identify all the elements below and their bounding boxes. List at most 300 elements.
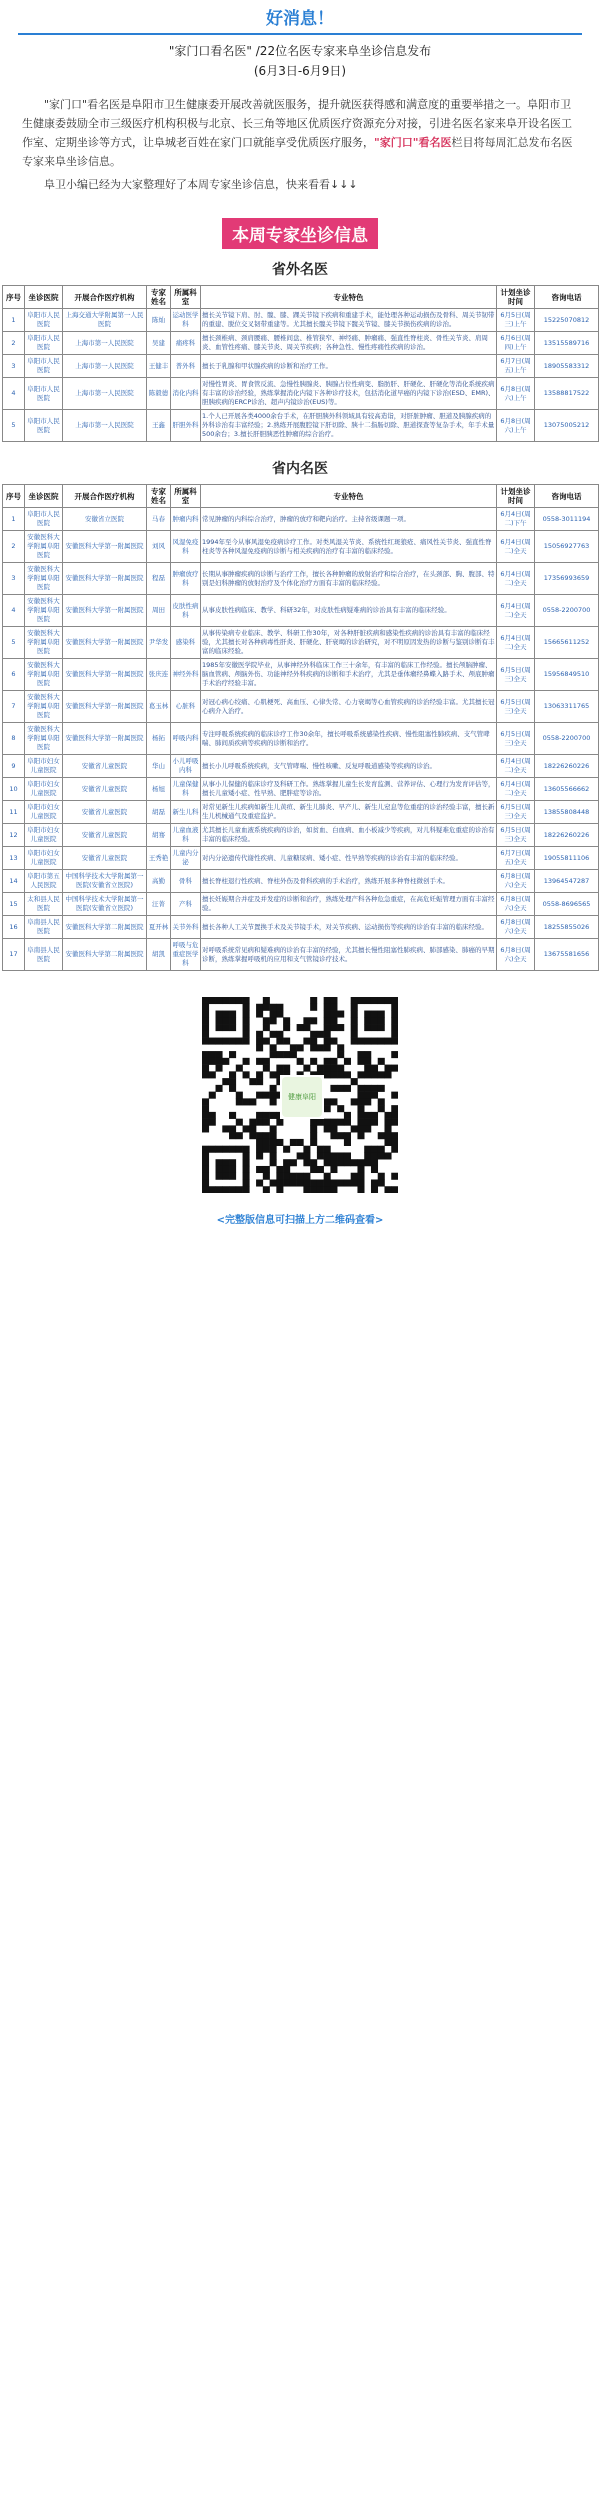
qr-module xyxy=(391,1173,398,1180)
row-number: 14 xyxy=(3,870,25,893)
qr-module xyxy=(391,1105,398,1112)
qr-module xyxy=(324,1071,331,1078)
qr-module xyxy=(357,1058,364,1065)
qr-module xyxy=(310,1132,317,1139)
hospital: 阜阳市人民医院 xyxy=(25,332,63,355)
qr-module xyxy=(330,1159,337,1166)
qr-module xyxy=(371,1092,378,1099)
doctor-name: 尹华发 xyxy=(147,627,171,659)
qr-module xyxy=(378,1058,385,1065)
schedule-time: 6月5日(周三)全天 xyxy=(497,659,535,691)
qr-module xyxy=(357,1179,364,1186)
qr-module xyxy=(317,1146,324,1153)
phone-number[interactable]: 18226260226 xyxy=(535,755,599,778)
row-number: 3 xyxy=(3,355,25,378)
qr-module xyxy=(202,1159,209,1166)
qr-module xyxy=(290,1179,297,1186)
qr-module xyxy=(344,1139,351,1146)
qr-module xyxy=(243,1058,250,1065)
qr-module xyxy=(236,1098,243,1105)
qr-module xyxy=(317,1179,324,1186)
department: 儿童血液科 xyxy=(171,824,201,847)
header-divider xyxy=(18,33,582,35)
intro-paragraph-2: 阜卫小编已经为大家整理好了本周专家坐诊信息，快来看看↓↓↓ xyxy=(44,178,358,191)
qr-module xyxy=(364,1112,371,1119)
qr-module xyxy=(337,1105,344,1112)
qr-module xyxy=(270,1152,277,1159)
qr-module xyxy=(344,1058,351,1065)
department: 神经外科 xyxy=(171,659,201,691)
qr-module xyxy=(351,1173,358,1180)
qr-module xyxy=(283,1159,290,1166)
partner-institution: 安徽医科大学第二附属医院 xyxy=(63,916,147,939)
qr-module xyxy=(256,1078,263,1085)
qr-module xyxy=(371,1179,378,1186)
qr-module xyxy=(297,1152,304,1159)
qr-module xyxy=(202,1071,209,1078)
hospital: 阜南县人民医院 xyxy=(25,916,63,939)
qr-module xyxy=(391,1024,398,1031)
doctor-name: 胡磊 xyxy=(147,801,171,824)
phone-number[interactable]: 17356993659 xyxy=(535,563,599,595)
outer-section-title: 省外名医 xyxy=(272,262,328,278)
qr-module xyxy=(297,1139,304,1146)
qr-module xyxy=(391,1132,398,1139)
qr-module xyxy=(236,1038,243,1045)
qr-module xyxy=(330,1132,337,1139)
schedule-time: 6月6日(周四)上午 xyxy=(497,332,535,355)
hospital: 安徽医科大学附属阜阳医院 xyxy=(25,563,63,595)
column-header: 专业特色 xyxy=(201,485,497,508)
phone-number[interactable]: 0558-8696565 xyxy=(535,893,599,916)
qr-module xyxy=(263,1092,270,1099)
qr-module xyxy=(263,1112,270,1119)
phone-number[interactable]: 15225070812 xyxy=(535,309,599,332)
qr-module xyxy=(270,1085,277,1092)
qr-module xyxy=(351,1038,358,1045)
qr-logo xyxy=(280,1075,324,1119)
qr-module xyxy=(202,1186,209,1193)
partner-institution: 安徽省儿童医院 xyxy=(63,847,147,870)
qr-module xyxy=(297,1179,304,1186)
qr-module xyxy=(357,1159,364,1166)
qr-module xyxy=(317,1031,324,1038)
table-row xyxy=(3,355,599,378)
partner-institution: 安徽医科大学第一附属医院 xyxy=(63,531,147,563)
doctor-name: 杨旭 xyxy=(147,778,171,801)
row-number: 8 xyxy=(3,723,25,755)
qr-module xyxy=(202,1179,209,1186)
qr-module xyxy=(371,1071,378,1078)
phone-number[interactable]: 18255855026 xyxy=(535,916,599,939)
qr-module xyxy=(229,1166,236,1173)
qr-module xyxy=(303,1152,310,1159)
qr-module xyxy=(216,1038,223,1045)
qr-module xyxy=(317,1044,324,1051)
qr-module xyxy=(371,1159,378,1166)
hospital: 安徽医科大学附属阜阳医院 xyxy=(25,659,63,691)
qr-module xyxy=(330,997,337,1004)
schedule-time: 6月7日(周五)全天 xyxy=(497,847,535,870)
column-header: 坐诊医院 xyxy=(25,485,63,508)
qr-module xyxy=(283,1173,290,1180)
qr-module xyxy=(378,1146,385,1153)
qr-module xyxy=(310,997,317,1004)
table-row xyxy=(3,870,599,893)
row-number: 2 xyxy=(3,531,25,563)
phone-number[interactable]: 0558-2200700 xyxy=(535,723,599,755)
qr-module xyxy=(337,1152,344,1159)
hospital: 阜阳市妇女儿童医院 xyxy=(25,824,63,847)
qr-module xyxy=(378,1105,385,1112)
phone-number[interactable]: 0558-3011194 xyxy=(535,508,599,531)
schedule-time: 6月5日(周三)全天 xyxy=(497,691,535,723)
qr-module xyxy=(364,1152,371,1159)
specialty: 常见肿瘤的内科综合治疗，肿瘤的放疗和靶向治疗。主持省级课题一项。 xyxy=(201,508,497,531)
intro-text-a: "家门口"看名医是阜阳市卫生健康委开展改善就医服务，提升就医获得感和满意度的重要举措之一。阜阳市卫生健康委鼓励全市三级医疗机构积极与北京、长三角等地区优质医疗资源充分对接，引进名医名家来阜开设名医工作室、定期坐诊等方式，让阜城老百姓在家门口就能享受优质医疗服务， xyxy=(22,98,572,149)
qr-module xyxy=(263,1139,270,1146)
table-row xyxy=(3,778,599,801)
qr-module xyxy=(270,1017,277,1024)
page-title xyxy=(0,41,600,81)
qr-module xyxy=(391,1065,398,1072)
qr-module xyxy=(243,997,250,1004)
qr-module xyxy=(303,1179,310,1186)
qr-module xyxy=(209,1058,216,1065)
qr-module xyxy=(303,1038,310,1045)
qr-module xyxy=(263,1132,270,1139)
qr-module xyxy=(229,1186,236,1193)
qr-module xyxy=(371,1146,378,1153)
qr-module xyxy=(317,1065,324,1072)
qr-module xyxy=(324,1125,331,1132)
qr-module xyxy=(317,1152,324,1159)
qr-module xyxy=(209,1119,216,1126)
qr-module xyxy=(371,1038,378,1045)
schedule-time: 6月4日(周二)下午 xyxy=(497,508,535,531)
qr-module xyxy=(357,1071,364,1078)
qr-module xyxy=(344,1071,351,1078)
qr-module xyxy=(310,1004,317,1011)
qr-module xyxy=(256,1146,263,1153)
qr-module xyxy=(371,1011,378,1018)
qr-module xyxy=(222,1125,229,1132)
partner-institution: 中国科学技术大学附属第一医院(安徽省立医院) xyxy=(63,870,147,893)
specialty: 擅长颈椎病、颈肩腰痛、腰椎间盘、椎管狭窄、神经痛、肿瘤痛、强直性脊柱炎、骨性关节炎、肩周炎、血管性疼痛、膝关节炎、周关节疾病；各种急性、慢性疼痛性疾病的诊治。 xyxy=(201,332,497,355)
phone-number[interactable]: 13515589716 xyxy=(535,332,599,355)
doctor-name: 胡凯 xyxy=(147,939,171,971)
qr-module xyxy=(236,997,243,1004)
doctor-name: 葛玉林 xyxy=(147,691,171,723)
qr-module xyxy=(249,1078,256,1085)
header xyxy=(0,0,600,81)
qr-module xyxy=(391,1112,398,1119)
qr-module xyxy=(263,1119,270,1126)
phone-number[interactable]: 19055811106 xyxy=(535,847,599,870)
hospital: 阜阳市妇女儿童医院 xyxy=(25,847,63,870)
qr-module xyxy=(209,1051,216,1058)
table-row xyxy=(3,939,599,971)
qr-module xyxy=(391,1139,398,1146)
row-number: 12 xyxy=(3,824,25,847)
phone-number[interactable]: 15956849510 xyxy=(535,659,599,691)
qr-module xyxy=(324,1159,331,1166)
qr-module xyxy=(270,1031,277,1038)
qr-module xyxy=(283,1065,290,1072)
qr-module xyxy=(263,1004,270,1011)
phone-number[interactable]: 18226260226 xyxy=(535,824,599,847)
qr-module xyxy=(364,1038,371,1045)
column-header: 专家姓名 xyxy=(147,485,171,508)
qr-module xyxy=(229,1051,236,1058)
qr-module xyxy=(310,1017,317,1024)
qr-module xyxy=(276,1186,283,1193)
qr-module xyxy=(357,1125,364,1132)
qr-module xyxy=(216,1173,223,1180)
qr-module xyxy=(337,1159,344,1166)
qr-module xyxy=(371,1112,378,1119)
doctor-name: 马春 xyxy=(147,508,171,531)
qr-module xyxy=(330,1065,337,1072)
qr-module xyxy=(209,1071,216,1078)
qr-module xyxy=(391,1038,398,1045)
partner-institution: 安徽医科大学第一附属医院 xyxy=(63,691,147,723)
qr-module xyxy=(330,1024,337,1031)
qr-module xyxy=(202,1166,209,1173)
week-banner-title: 本周专家坐诊信息 xyxy=(222,218,378,249)
qr-module xyxy=(216,1058,223,1065)
specialty: 擅长脊柱退行性疾病、脊柱外伤及骨科疾病的手术治疗，熟练开展多种脊柱微创手术。 xyxy=(201,870,497,893)
qr-module xyxy=(337,1024,344,1031)
qr-module xyxy=(202,1065,209,1072)
table-row xyxy=(3,659,599,691)
qr-module xyxy=(229,1132,236,1139)
qr-module xyxy=(310,1119,317,1126)
qr-module xyxy=(364,997,371,1004)
qr-module xyxy=(391,1017,398,1024)
qr-module xyxy=(344,1159,351,1166)
qr-code[interactable] xyxy=(202,997,398,1193)
qr-module xyxy=(364,1071,371,1078)
qr-module xyxy=(243,1173,250,1180)
schedule-time: 6月8日(周六)全天 xyxy=(497,893,535,916)
qr-module xyxy=(303,1017,310,1024)
qr-module xyxy=(256,1038,263,1045)
qr-module xyxy=(290,1159,297,1166)
qr-module xyxy=(256,1179,263,1186)
row-number: 4 xyxy=(3,595,25,627)
phone-number[interactable]: 13588817522 xyxy=(535,378,599,410)
qr-module xyxy=(324,1065,331,1072)
qr-module xyxy=(324,1105,331,1112)
qr-module xyxy=(256,1092,263,1099)
partner-institution: 安徽省儿童医院 xyxy=(63,755,147,778)
qr-module xyxy=(256,1044,263,1051)
phone-number[interactable]: 13675581656 xyxy=(535,939,599,971)
doctor-name: 陈毅德 xyxy=(147,378,171,410)
qr-module xyxy=(378,1152,385,1159)
table-row xyxy=(3,378,599,410)
qr-module xyxy=(364,1051,371,1058)
qr-module xyxy=(357,1166,364,1173)
qr-module xyxy=(222,1017,229,1024)
qr-module xyxy=(384,1125,391,1132)
phone-number[interactable]: 13063311765 xyxy=(535,691,599,723)
qr-module xyxy=(378,1038,385,1045)
qr-module xyxy=(202,1017,209,1024)
qr-module xyxy=(216,1085,223,1092)
qr-module xyxy=(357,1112,364,1119)
qr-module xyxy=(351,1078,358,1085)
schedule-time: 6月8日(周六)全天 xyxy=(497,870,535,893)
qr-module xyxy=(256,1071,263,1078)
qr-module xyxy=(344,1119,351,1126)
qr-module xyxy=(364,1058,371,1065)
table-row xyxy=(3,309,599,332)
phone-number[interactable]: 0558-2200700 xyxy=(535,595,599,627)
qr-module xyxy=(324,1044,331,1051)
specialty: 从事小儿保健的临床诊疗及科研工作。熟练掌握儿童生长发育监测、营养评估、心理行为发育评估等，擅长儿童矮小症、性早熟、肥胖症等诊治。 xyxy=(201,778,497,801)
row-number: 4 xyxy=(3,378,25,410)
partner-institution: 安徽医科大学第一附属医院 xyxy=(63,659,147,691)
department: 肝胆外科 xyxy=(171,410,201,442)
phone-number[interactable]: 13075005212 xyxy=(535,410,599,442)
outer-table-header xyxy=(3,286,599,309)
qr-module xyxy=(330,1004,337,1011)
phone-number[interactable]: 13855808448 xyxy=(535,801,599,824)
qr-module xyxy=(330,1058,337,1065)
good-news-title: 好消息！ xyxy=(266,9,334,29)
qr-module xyxy=(276,1166,283,1173)
schedule-time: 6月4日(周二)全天 xyxy=(497,778,535,801)
phone-number[interactable]: 15056927763 xyxy=(535,531,599,563)
qr-module xyxy=(364,1098,371,1105)
qr-module xyxy=(276,1031,283,1038)
qr-module xyxy=(384,1119,391,1126)
qr-module xyxy=(222,1159,229,1166)
qr-module xyxy=(324,1004,331,1011)
department: 感染科 xyxy=(171,627,201,659)
qr-module xyxy=(391,1011,398,1018)
qr-module xyxy=(337,1132,344,1139)
qr-module xyxy=(324,1011,331,1018)
row-number: 5 xyxy=(3,410,25,442)
specialty: 1.个人已开展各类4000余台手术，在肝胆胰外科领域具有较高造诣，对肝脏肿瘤、胆道及胰腺疾病的外科诊治有丰富经验；2.熟练开展腹腔镜下肝切除、胰十二指肠切除、胆道探查等复杂手术，年手术量500余台；3.擅长肝胆胰恶性肿瘤的综合治疗。 xyxy=(201,410,497,442)
qr-module xyxy=(222,1166,229,1173)
table-row xyxy=(3,916,599,939)
qr-module xyxy=(337,1011,344,1018)
qr-module xyxy=(378,1173,385,1180)
qr-module xyxy=(344,1085,351,1092)
qr-module xyxy=(378,1085,385,1092)
qr-module xyxy=(202,1105,209,1112)
qr-logo-text: 健康阜阳 xyxy=(282,1077,322,1117)
schedule-time: 6月4日(周二)全天 xyxy=(497,563,535,595)
specialty: 从事皮肤性病临床、教学、科研32年，对皮肤性病疑难病的诊治具有丰富的临床经验。 xyxy=(201,595,497,627)
hospital: 太和县人民医院 xyxy=(25,893,63,916)
qr-module xyxy=(270,1112,277,1119)
qr-module xyxy=(276,1011,283,1018)
schedule-time: 6月4日(周二)全天 xyxy=(497,531,535,563)
column-header: 坐诊医院 xyxy=(25,286,63,309)
qr-module xyxy=(202,1031,209,1038)
qr-module xyxy=(384,1071,391,1078)
phone-number[interactable]: 13605566662 xyxy=(535,778,599,801)
row-number: 1 xyxy=(3,309,25,332)
schedule-time: 6月5日(周三)全天 xyxy=(497,824,535,847)
partner-institution: 安徽省儿童医院 xyxy=(63,824,147,847)
row-number: 1 xyxy=(3,508,25,531)
hospital: 阜南县人民医院 xyxy=(25,939,63,971)
qr-module xyxy=(371,997,378,1004)
qr-module xyxy=(330,1098,337,1105)
qr-module xyxy=(229,1011,236,1018)
qr-module xyxy=(317,1166,324,1173)
qr-module xyxy=(371,1065,378,1072)
qr-module xyxy=(270,1179,277,1186)
qr-module xyxy=(357,1092,364,1099)
table-row xyxy=(3,723,599,755)
qr-module xyxy=(283,1017,290,1024)
qr-module xyxy=(249,1098,256,1105)
qr-module xyxy=(256,1058,263,1065)
qr-module xyxy=(202,1024,209,1031)
qr-module xyxy=(270,1004,277,1011)
qr-module xyxy=(310,1139,317,1146)
qr-module xyxy=(324,1173,331,1180)
qr-module xyxy=(283,1051,290,1058)
qr-module xyxy=(202,1173,209,1180)
qr-module xyxy=(202,1011,209,1018)
qr-module xyxy=(243,1004,250,1011)
intro-text-b: 栏目将每周汇总发布名医专家来阜坐诊信息。 xyxy=(22,136,573,168)
specialty: 擅长小儿呼吸系统疾病，支气管哮喘、慢性咳嗽、反复呼吸道感染等疾病的诊治。 xyxy=(201,755,497,778)
doctor-name: 张庆连 xyxy=(147,659,171,691)
qr-module xyxy=(297,1058,304,1065)
column-header: 序号 xyxy=(3,286,25,309)
qr-module xyxy=(303,1173,310,1180)
qr-module xyxy=(216,1017,223,1024)
qr-module xyxy=(371,1017,378,1024)
schedule-time: 6月8日(周六)全天 xyxy=(497,916,535,939)
row-number: 13 xyxy=(3,847,25,870)
qr-module xyxy=(371,1024,378,1031)
qr-module xyxy=(236,1065,243,1072)
qr-module xyxy=(256,1166,263,1173)
qr-module xyxy=(351,1017,358,1024)
qr-module xyxy=(276,1004,283,1011)
qr-module xyxy=(384,1139,391,1146)
row-number: 16 xyxy=(3,916,25,939)
intro-paragraph xyxy=(22,95,578,171)
qr-module xyxy=(357,1085,364,1092)
department: 儿童内分泌 xyxy=(171,847,201,870)
schedule-time: 6月8日(周六)上午 xyxy=(497,378,535,410)
qr-module xyxy=(290,1173,297,1180)
qr-module xyxy=(276,1038,283,1045)
qr-module xyxy=(270,1044,277,1051)
qr-module xyxy=(371,1186,378,1193)
qr-code-section xyxy=(0,997,600,1197)
row-number: 9 xyxy=(3,755,25,778)
table-row xyxy=(3,755,599,778)
phone-number[interactable]: 18905583312 xyxy=(535,355,599,378)
column-header: 所属科室 xyxy=(171,286,201,309)
qr-module xyxy=(330,1179,337,1186)
qr-module xyxy=(222,1011,229,1018)
phone-number[interactable]: 15665611252 xyxy=(535,627,599,659)
phone-number[interactable]: 13964547287 xyxy=(535,870,599,893)
